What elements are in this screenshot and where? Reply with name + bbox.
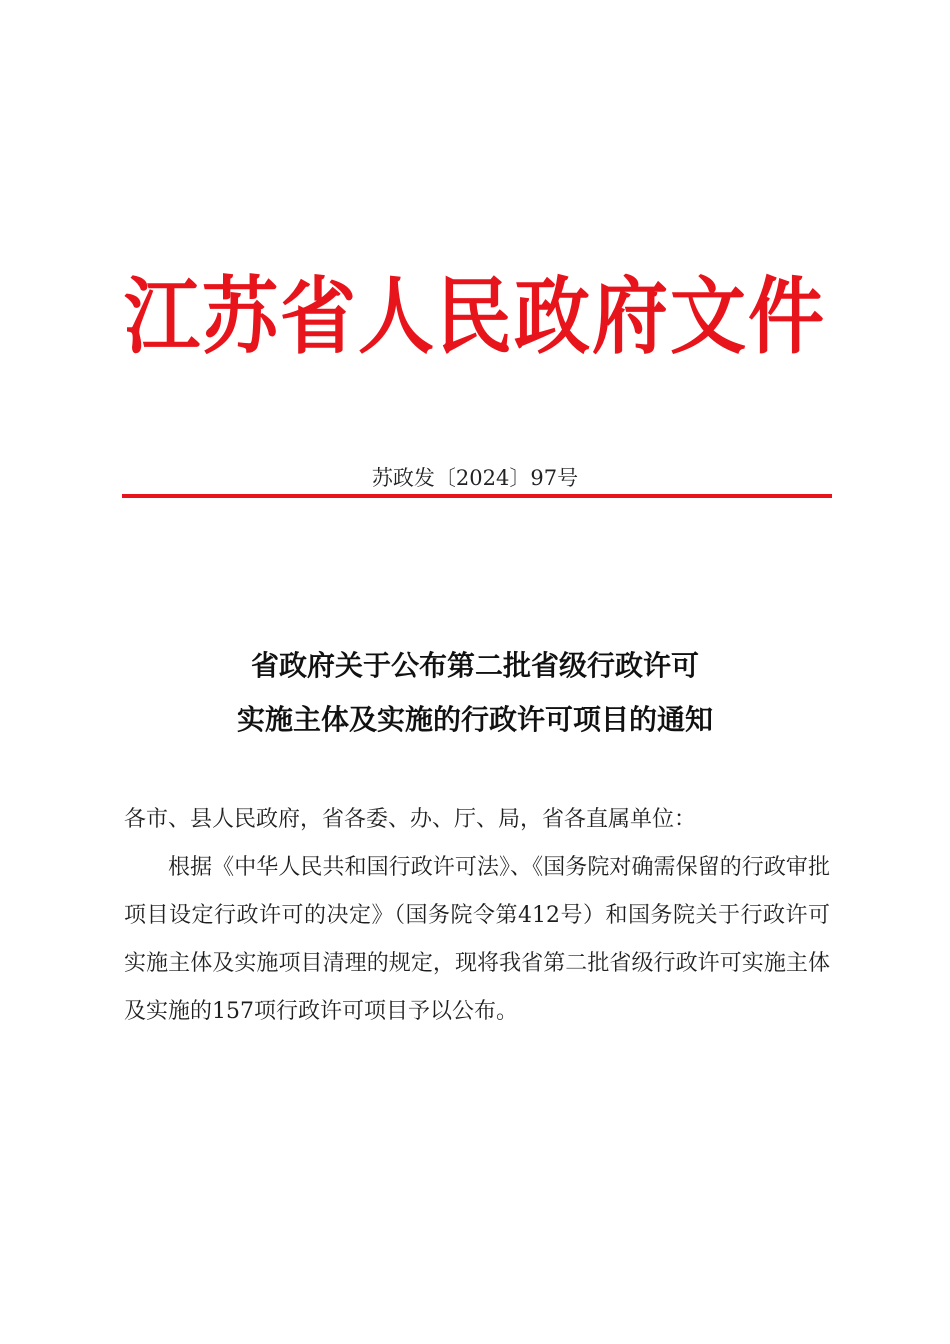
salutation: 各市、县人民政府，省各委、办、厅、局，省各直属单位： xyxy=(124,807,697,832)
document-title-line-1: 省政府关于公布第二批省级行政许可 xyxy=(250,649,699,682)
red-divider-line xyxy=(122,494,832,498)
body-paragraph: 根据《中华人民共和国行政许可法》、《国务院对确需保留的行政审批项目设定行政许可的决定》（国务院令第412号）和国务院关于行政许可实施主体及实施项目清理的规定，现将我省第二批省级行政许可实施主体及实施的157项行政许可项目予以公布。 xyxy=(124,855,830,1024)
document-masthead: 江苏省人民政府文件 xyxy=(124,267,826,366)
document-number: 苏政发〔2024〕97号 xyxy=(371,466,579,490)
document-title-line-2: 实施主体及实施的行政许可项目的通知 xyxy=(236,703,713,736)
